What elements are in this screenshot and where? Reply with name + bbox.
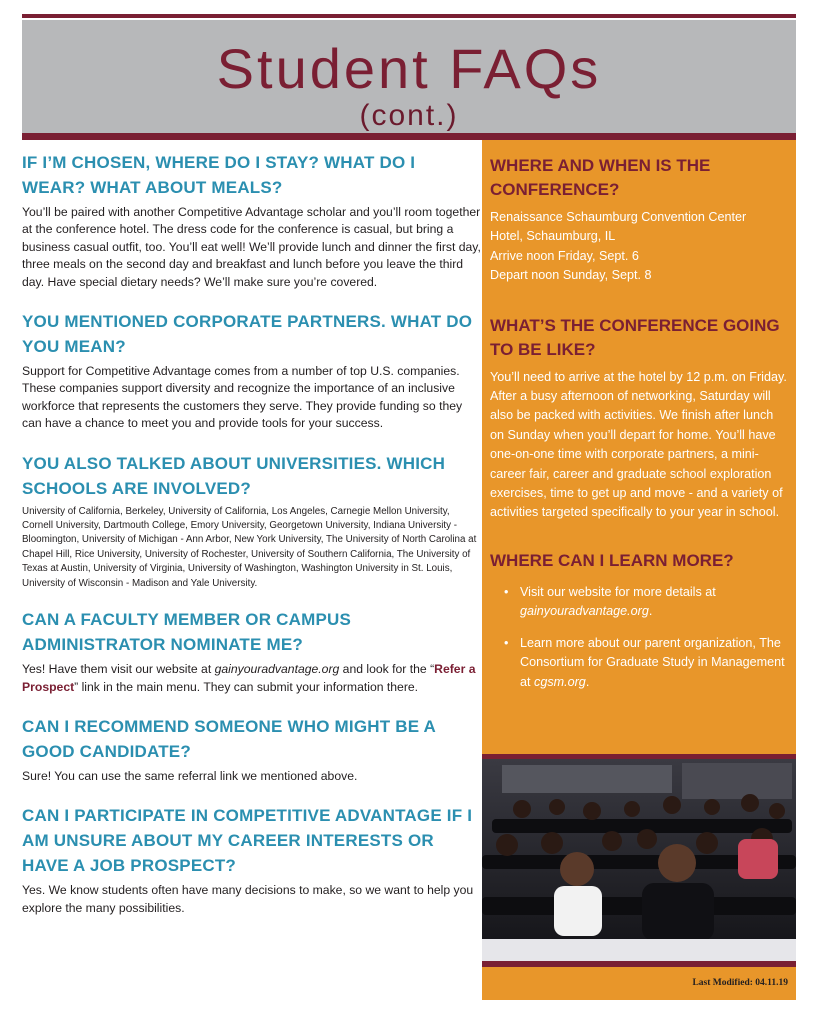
last-modified: Last Modified: 04.11.19 [692, 978, 788, 988]
faq-question: CAN A FACULTY MEMBER OR CAMPUS ADMINISTRATOR NOMINATE ME? [22, 610, 351, 655]
faq-faculty-nominate [22, 607, 482, 696]
bullet-icon: • [504, 584, 509, 599]
list-item: • Learn more about our parent organization, The Consortium for Graduate Study in Management at cgsm.org. [504, 635, 785, 689]
faq-stay-wear-meals [22, 150, 482, 291]
students-photo-illustration [482, 759, 796, 961]
bullet-icon: • [504, 635, 509, 650]
learn-more-list [490, 583, 788, 692]
faq-answer: Sure! You can use the same referral link we mentioned above. [22, 768, 358, 783]
faq-learn-more [490, 549, 788, 692]
faq-recommend-someone [22, 714, 482, 785]
faq-universities [22, 451, 482, 591]
refer-a-prospect-link[interactable]: Refer a Prospect [22, 662, 476, 694]
faq-answer: You’ll need to arrive at the hotel by 12 p.m. on Friday. After a busy afternoon of networking, Saturday will also be packed with activities. We finish after lunch on Sunday when you’ll depart for home. You’ll have one-on-one time with corporate partners, a mini-career fair, career and graduate school exploration exercises, time to get up and move - and a variety of activities targeted specifically to your year in school. [490, 369, 787, 520]
faq-corporate-partners [22, 309, 482, 433]
faq-question: YOU ALSO TALKED ABOUT UNIVERSITIES. WHICH SCHOOLS ARE INVOLVED? [22, 453, 446, 498]
header-rule-bottom [22, 133, 796, 140]
faq-question: WHERE AND WHEN IS THE CONFERENCE? [490, 156, 711, 199]
faq-where-when [490, 154, 788, 286]
website-link[interactable]: gainyouradvantage.org [214, 662, 340, 677]
arrive-time: Arrive noon Friday, Sept. 6 [490, 248, 639, 263]
photo-rule-bottom [482, 961, 796, 967]
faq-answer: Yes. We know students often have many decisions to make, so we want to help you explore the many possibilities. [22, 883, 474, 915]
faq-question: WHERE CAN I LEARN MORE? [490, 550, 734, 570]
cgsm-link[interactable]: cgsm.org [534, 674, 586, 689]
faq-answer: University of California, Berkeley, University of California, Los Angeles, Carnegie Mellon University, Cornell University, Dartmouth College, Emory University, Georgetown University, Indiana University - Bloomington, University of Michigan - Ann Arbor, New York University, The University of North Carolina at Chapel Hill, Rice University, University of Rochester, University of Southern California, The University of Texas at Austin, University of Virginia, University of Washington, Washington University in St. Louis, University of Wisconsin - Madison and Yale University. [22, 505, 477, 589]
faq-answer: You’ll be paired with another Competitive Advantage scholar and you’ll room together at the conference hotel. The dress code for the conference is casual, but bring a business casual outfit, too. You’ll eat well! We’ll provide lunch and dinner the first day, three meals on the second day and breakfast and lunch before you leave the third day. Have special dietary needs? We’ll make sure you’re covered. [22, 205, 481, 289]
faq-conference-like [490, 314, 788, 523]
list-item: • Visit our website for more details at gainyouradvantage.org. [504, 584, 716, 619]
website-link[interactable]: gainyouradvantage.org [520, 604, 649, 619]
faq-question: CAN I RECOMMEND SOMEONE WHO MIGHT BE A GOOD CANDIDATE? [22, 716, 436, 761]
faq-question: CAN I PARTICIPATE IN COMPETITIVE ADVANTAGE IF I AM UNSURE ABOUT MY CAREER INTERESTS OR HAVE A JOB PROSPECT? [22, 806, 473, 876]
faq-answer: Yes! Have them visit our website at gainyouradvantage.org and look for the “Refer a Prospect” link in the main menu. They can submit your information there. [22, 662, 476, 694]
depart-time: Depart noon Sunday, Sept. 8 [490, 268, 652, 283]
faq-answer: Support for Competitive Advantage comes from a number of top U.S. companies. These companies support diversity and recognize the importance of an inclusive workforce that represents the customers they serve. They provide funding so they can have a chance to meet you and provide tools for your success. [22, 364, 463, 431]
city: Hotel, Schaumburg, IL [490, 229, 616, 244]
header-banner [22, 20, 796, 133]
header-rule-top [22, 14, 796, 18]
venue: Renaissance Schaumburg Convention Center [490, 210, 747, 224]
faq-question: YOU MENTIONED CORPORATE PARTNERS. WHAT DO YOU MEAN? [22, 312, 473, 357]
page-title: Student FAQs [216, 37, 602, 100]
faq-question: WHAT’S THE CONFERENCE GOING TO BE LIKE? [490, 315, 780, 359]
page-subtitle: (cont.) [359, 99, 459, 132]
faq-question: IF I’M CHOSEN, WHERE DO I STAY? WHAT DO I WEAR? WHAT ABOUT MEALS? [22, 153, 416, 197]
faq-left-column [22, 150, 482, 917]
conference-photo [482, 759, 796, 961]
faq-unsure-career [22, 803, 482, 917]
